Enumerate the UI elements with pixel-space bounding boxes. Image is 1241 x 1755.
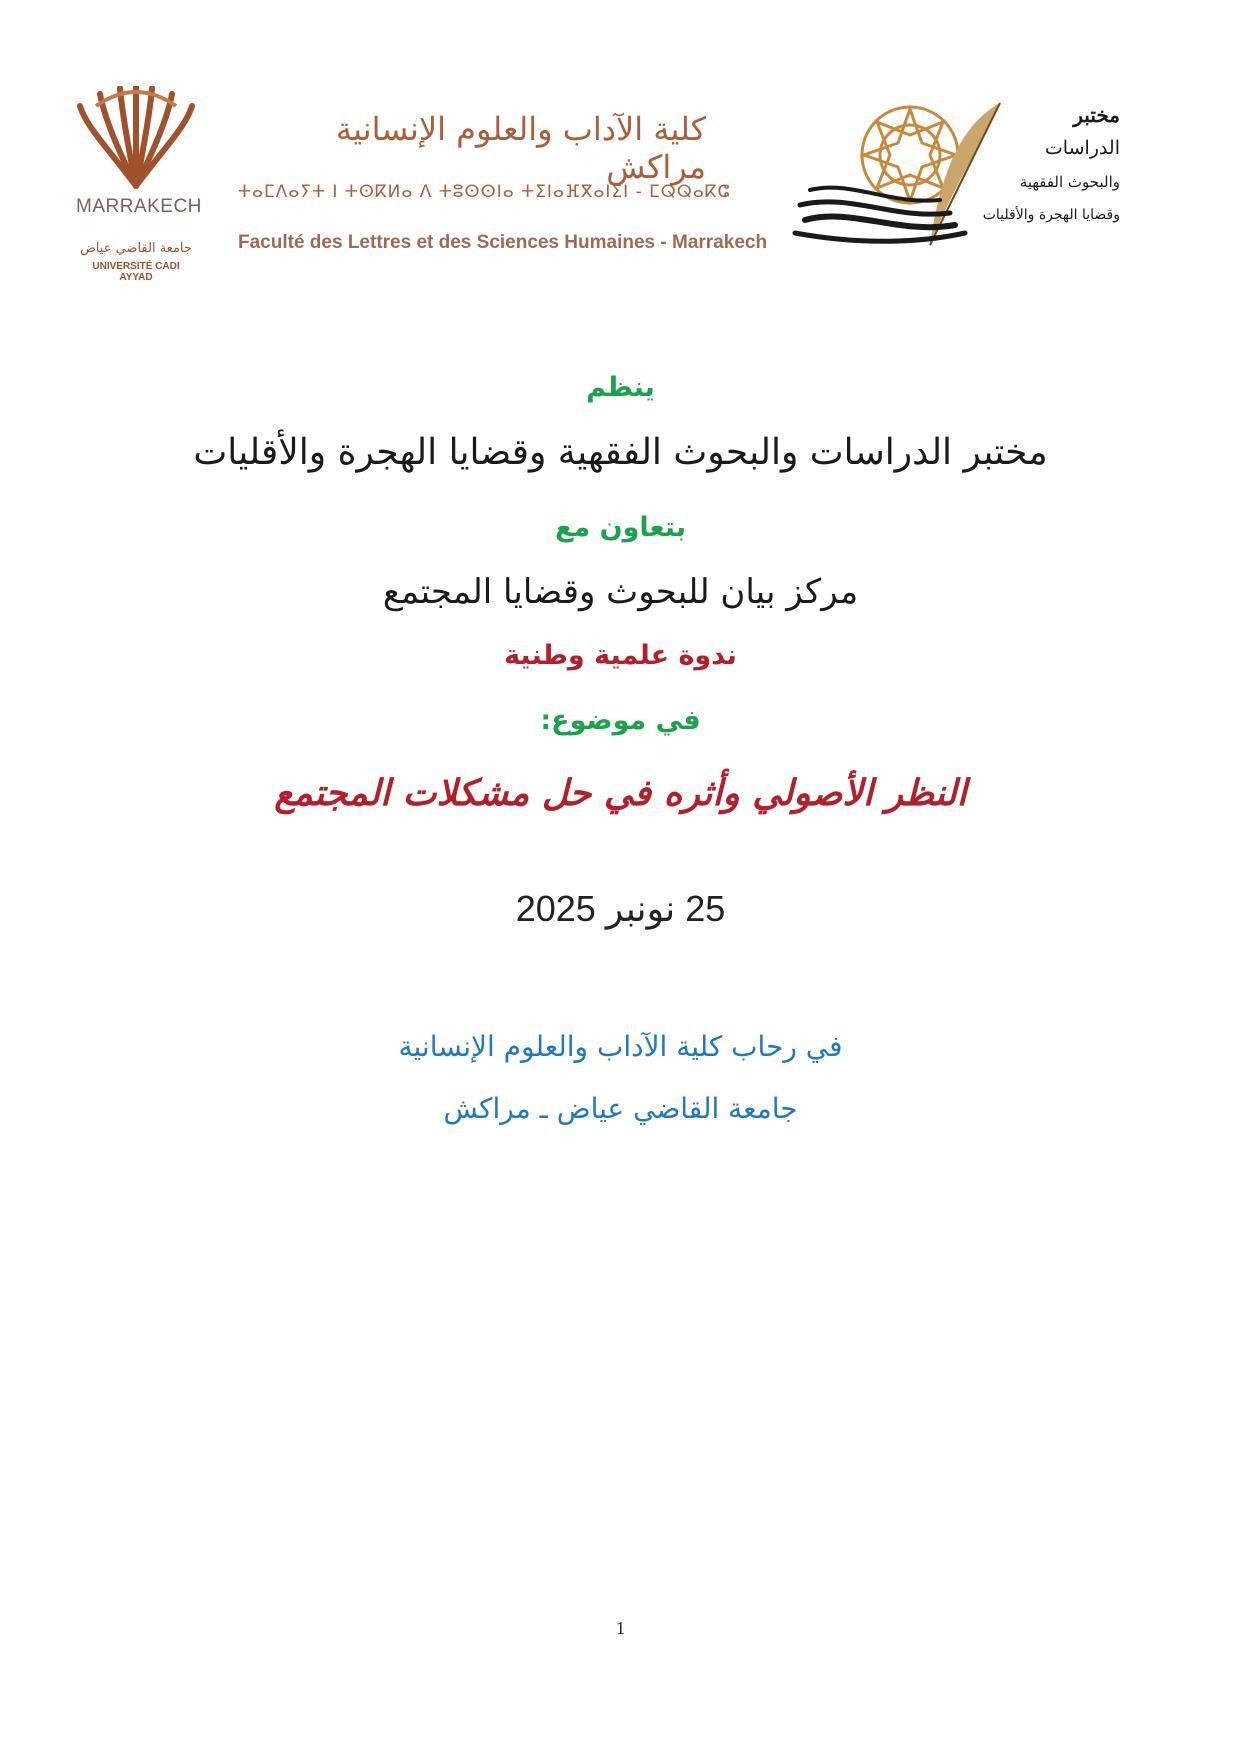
venue-line-1: في رحاب كلية الآداب والعلوم الإنسانية	[398, 1030, 843, 1063]
partner-center-name: مركز بيان للبحوث وقضايا المجتمع	[382, 572, 859, 612]
collaboration-label: بتعاون مع	[555, 512, 686, 543]
event-type: ندوة علمية وطنية	[504, 640, 737, 671]
venue-line-2: جامعة القاضي عياض ـ مراكش	[443, 1092, 798, 1125]
event-date: 25 نونبر 2025	[515, 888, 726, 929]
lab-title: مختبر الدراسات والبحوث الفقهية وقضايا الهجرة والأقليات	[193, 432, 1048, 473]
lab-logo	[790, 95, 1130, 265]
event-topic: النظر الأصولي وأثره في حل مشكلات المجتمع	[274, 772, 967, 814]
lab-logo-line3: والبحوث الفقهية	[1019, 173, 1120, 191]
lab-logo-line4: وقضايا الهجرة والأقليات	[982, 207, 1120, 223]
book-quill-emblem-icon	[790, 95, 1020, 265]
faculty-name-ar: كلية الآداب والعلوم الإنسانية مراكش	[335, 110, 706, 186]
faculty-name-tifinagh: ⵜⴰⵎⴷⴰⵢⵜ ⵏ ⵜⵙⴽⵍⴰ ⴷ ⵜⵓⵙⵙⵏⴰ ⵜⵉⵏⴰⴼⴳⴰⵏⵉⵏ - ⵎⵕⵕⴰⴽⵛ	[238, 182, 731, 202]
topic-label: في موضوع:	[540, 705, 701, 736]
page-number: 1	[616, 1618, 625, 1638]
organizes-label: ينظم	[586, 372, 655, 403]
logo-university-name-ar: جامعة القاضي عياض	[80, 241, 192, 256]
lab-logo-line1: مختبر	[1073, 103, 1120, 127]
university-logo	[76, 86, 202, 286]
logo-city-text: MARRAKECH	[76, 196, 202, 217]
palm-emblem-icon	[76, 86, 196, 196]
faculty-name-fr: Faculté des Lettres et des Sciences Humaines - Marrakech	[238, 232, 768, 253]
lab-logo-line2: الدراسات	[1044, 137, 1120, 159]
logo-university-name-fr: UNIVERSITÉ CADI AYYAD	[92, 261, 180, 283]
